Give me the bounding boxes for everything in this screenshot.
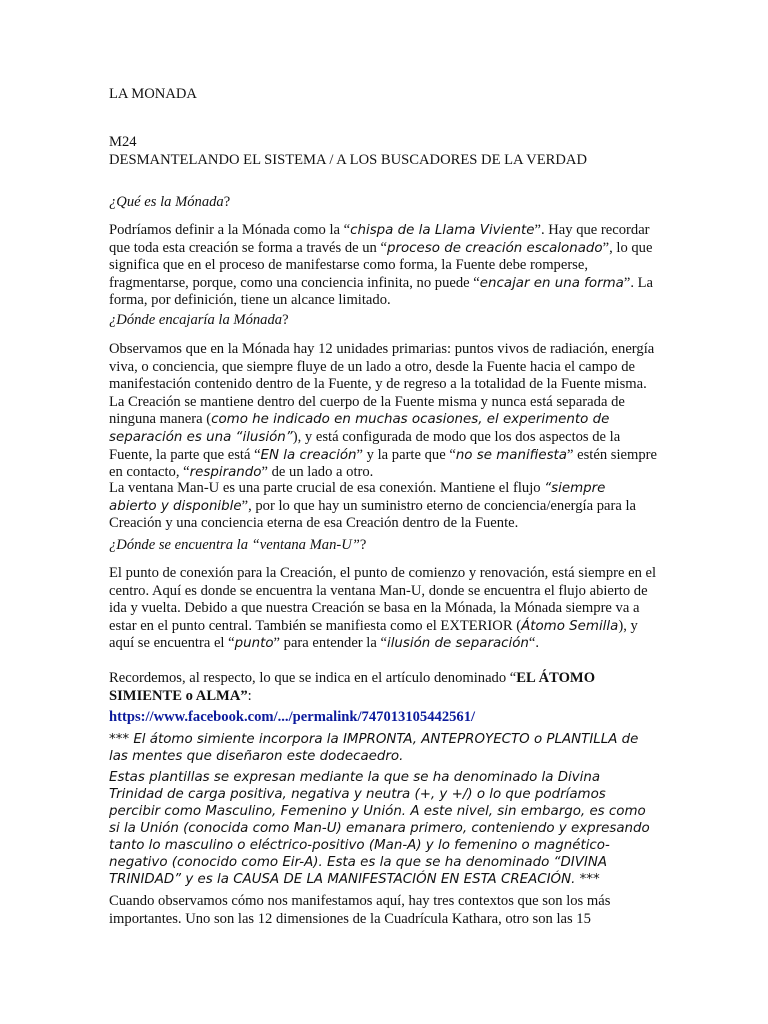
- text-run: ”. La forma, por definición, tiene un alcance limitado.: [109, 274, 654, 309]
- article-title: EL ÁTOMO SIMIENTE o ALMA”: [109, 670, 596, 704]
- italic-run: punto: [234, 636, 274, 652]
- text-run: El punto de conexión para la Creación, el punto de comienzo y renovación, está siempre en el centro. Aquí es donde se encuentra la ventana Man-U, donde se encuentra el flujo abierto de ida y vuelta. Debido a que nuestra Creación se basa en la Mónada, la Mónada siempre va a estar en el punto central. También se manifiesta como el EXTERIOR (: [109, 565, 657, 634]
- quote-divine-trinity: Estas plantillas se expresan mediante la que se ha denominado la Divina Trinidad de carga positiva, negativa y neutra (+, y +/) o lo que podríamos percibir como Masculino, Femenino y Unión. A este nivel, sin embargo, es como si la Unión (conocida como Man-U) emanara primero, conteniendo y expresando tanto lo masculino o eléctrico-positivo (Man-A) y lo femenino o magnético-negativo (conocido como Eir-A). Esta es la que se ha denominado “DIVINA TRINIDAD” y es la CAUSA DE LA MANIFESTACIÓN EN ESTA CREACIÓN. ***: [109, 770, 650, 887]
- italic-run: ilusión de separación: [386, 636, 529, 652]
- quote-stars: ***: [109, 732, 134, 747]
- text-run: Podríamos definir a la Mónada como la “: [109, 222, 351, 238]
- text-run: “.: [528, 635, 540, 652]
- text-run: ”. Hay que recordar que toda esta creación se forma a través de un “: [109, 222, 650, 256]
- italic-run: “siempre abierto y disponible: [109, 481, 606, 514]
- facebook-permalink-link[interactable]: https://www.facebook.com/.../permalink/747013105442561/: [109, 709, 476, 725]
- text-run: ), y está configurada de modo que los dos aspectos de la Fuente, la parte que está “: [109, 428, 621, 463]
- italic-run: como he indicado en muchas ocasiones, el experimento de separación es una “ilusión”: [109, 412, 610, 445]
- question-what-is-monad: [109, 194, 230, 212]
- text-run: La ventana Man-U es una parte crucial de esa conexión. Mantiene el flujo: [109, 480, 545, 496]
- quote-text: El átomo simiente incorpora la IMPRONTA, ANTEPROYECTO o PLANTILLA de las mentes que diseñaron este dodecaedro.: [109, 732, 639, 764]
- question-text: ¿Dónde se encuentra la “ventana Man-U”: [109, 537, 360, 553]
- text-run: ” y la parte que “: [356, 446, 456, 463]
- text-run: ” de un lado a otro.: [261, 464, 374, 481]
- italic-run: chispa de la Llama Viviente: [350, 223, 535, 238]
- document-code: M24: [109, 134, 137, 150]
- paragraph-connection-point: [109, 565, 657, 653]
- italic-run: Átomo Semilla: [521, 618, 619, 634]
- text-run: ”, por lo que hay un suministro eterno de conciencia/energía para la Creación y una conciencia eterna de esa Creación dentro de la Fuente.: [109, 497, 637, 532]
- question-text: ¿Qué es la Mónada: [109, 194, 224, 210]
- question-text: ¿Dónde encajaría la Mónada: [109, 312, 283, 328]
- question-where-window: [109, 537, 366, 555]
- question-mark: ?: [359, 537, 367, 553]
- paragraph-observations: [109, 341, 657, 482]
- question-where-fits: [109, 312, 289, 330]
- question-mark: ?: [223, 194, 231, 210]
- paragraph-definition: [109, 222, 657, 310]
- paragraph-window-man-u: [109, 480, 657, 533]
- text-run: Recordemos, al respecto, lo que se indica en el artículo denominado “: [109, 670, 517, 686]
- italic-run: no se manifiesta: [455, 447, 567, 463]
- text-run: ” estén siempre en contacto, “: [109, 446, 657, 481]
- document-title: LA MONADA: [109, 86, 197, 102]
- italic-run: proceso de creación escalonado: [386, 240, 603, 256]
- question-mark: ?: [282, 312, 289, 328]
- text-run: ”, lo que significa que en el proceso de manifestarse como forma, la Fuente debe romperse, fragmentarse, porque, como una conciencia infinita, no puede “: [109, 239, 653, 291]
- text-run: Observamos que en la Mónada hay 12 unidades primarias: puntos vivos de radiación, energía viva, o conciencia, que siempre fluye de un lado a otro, desde la Fuente hacia el campo de manifestación contenido dentro de la Fuente, y de regreso a la totalidad de la Fuente misma. La Creación se mantiene dentro del cuerpo de la Fuente misma y nunca está separada de ninguna manera (: [109, 341, 655, 428]
- document-subtitle: DESMANTELANDO EL SISTEMA / A LOS BUSCADORES DE LA VERDAD: [109, 152, 587, 168]
- italic-run: respirando: [189, 465, 262, 481]
- quote-seed-atom: [109, 731, 657, 765]
- paragraph-recall-article: [109, 670, 657, 705]
- text-run: ), y aquí se encuentra el “: [109, 617, 638, 652]
- paragraph-contexts: Cuando observamos cómo nos manifestamos aquí, hay tres contextos que son los más importantes. Uno son las 12 dimensiones de la Cuadrícula Kathara, otro son las 15: [109, 893, 611, 927]
- text-run: ” para entender la “: [273, 635, 387, 652]
- text-run: :: [247, 687, 252, 704]
- italic-run: EN la creación: [260, 447, 357, 463]
- italic-run: encajar en una forma: [479, 275, 624, 291]
